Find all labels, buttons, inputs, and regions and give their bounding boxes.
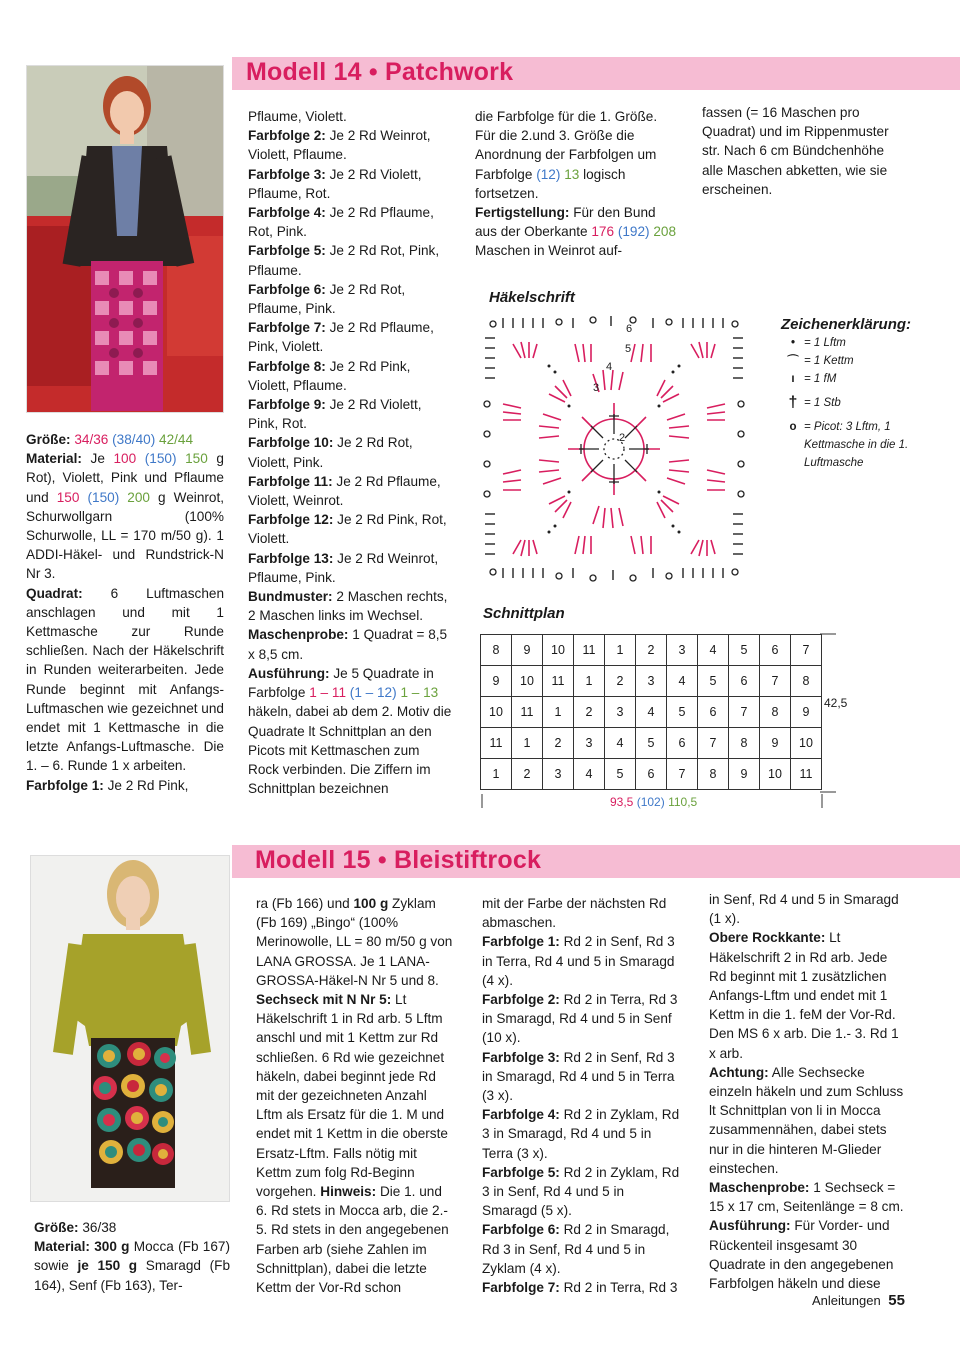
grid-cell: 2 bbox=[636, 635, 667, 666]
m15-groesse-value: 36/38 bbox=[82, 1220, 117, 1235]
farbfolge-2-label: Farbfolge 2: bbox=[248, 128, 326, 144]
schnittplan-dimension-lines bbox=[480, 628, 842, 810]
legend-text: = Picot: 3 Lftm, 1 Kettmasche in die 1. Luftmasche bbox=[804, 421, 909, 469]
fertigstellung-text: Für den Bund aus der Oberkante bbox=[475, 205, 656, 240]
col4-text: fassen (= 16 Maschen pro Quadrat) und im Rippenmuster str. Nach 6 cm Bündchenhöhe alle Maschen abketten, wie sie erscheinen. bbox=[702, 105, 889, 197]
grid-cell: 4 bbox=[636, 697, 667, 728]
grid-cell: 2 bbox=[512, 759, 543, 790]
grid-cell: 8 bbox=[698, 759, 729, 790]
material-n5: (150) bbox=[87, 489, 120, 505]
legend-item-fm bbox=[782, 370, 922, 388]
grid-cell: 10 bbox=[543, 635, 574, 666]
farbfolge-3-text: Je 2 Rd Violett, Pflaume, Rot. bbox=[248, 166, 422, 201]
m15-hinweis-label: Hinweis: bbox=[320, 1184, 377, 1200]
diagram-round-4: 4 bbox=[606, 361, 613, 373]
groesse-label: Größe: bbox=[26, 432, 71, 447]
haekelschrift-label: Häkelschrift bbox=[489, 289, 575, 306]
legend-title: Zeichenerklärung: bbox=[781, 316, 912, 333]
m15-farbfolge-6-text: Rd 2 in Smaragd, Rd 3 in Senf, Rd 4 und 5 in Zyklam (4 x). bbox=[482, 1222, 670, 1276]
grid-cell: 6 bbox=[698, 697, 729, 728]
page-footer bbox=[812, 1292, 905, 1309]
ausfuehrung-n2: (1 – 12) bbox=[349, 685, 397, 701]
model14-column-3 bbox=[475, 107, 677, 261]
farbfolge-9-label: Farbfolge 9: bbox=[248, 397, 326, 413]
width-c: 110,5 bbox=[668, 795, 698, 809]
farbfolge-1-label: Farbfolge 1: bbox=[26, 777, 104, 793]
m15-farbfolge-2-label: Farbfolge 2: bbox=[482, 992, 560, 1008]
m15-col2-text: Zyklam (Fb 169) „Bingo“ (100% Merinowolle, LL = 80 m/50 g von LANA GROSSA. Je 1 LANA-GROSSA-Häkel-N Nr 5 und 8. bbox=[256, 896, 453, 988]
model14-title: Modell 14 • Patchwork bbox=[246, 58, 514, 86]
grid-cell: 7 bbox=[760, 666, 791, 697]
grid-cell: 3 bbox=[667, 635, 698, 666]
fertigstellung-text: Maschen in Weinrot auf- bbox=[475, 243, 623, 259]
grid-cell: 6 bbox=[729, 666, 760, 697]
farbfolge-8-text: Je 2 Rd Pink, Violett, Pflaume. bbox=[248, 358, 411, 393]
m15-farbfolge-7-label: Farbfolge 7: bbox=[482, 1280, 560, 1296]
m15-achtung-text: Alle Sechsecke einzeln häkeln und zum Schluss lt Schnittplan von li in Mocca zusammennähen, dabei stets nur in die hinteren M-Glieder einstechen. bbox=[709, 1064, 904, 1176]
grid-cell: 6 bbox=[636, 759, 667, 790]
legend-text: = 1 Stb bbox=[804, 397, 841, 409]
material-text: g Weinrot, Schurwollgarn (100% Schurwolle, LL = 170 m/50 g). 1 ADDI-Häkel- und Rundstrick-N Nr 3. bbox=[26, 489, 225, 582]
crochet-diagram bbox=[483, 314, 745, 584]
grid-cell: 8 bbox=[729, 728, 760, 759]
legend-symbol-bar-icon: ı bbox=[791, 373, 795, 385]
farbfolge-10-text: Je 2 Rd Rot, Violett, Pink. bbox=[248, 435, 413, 470]
m15-col3-intro: mit der Farbe der nächsten Rd abmaschen. bbox=[482, 896, 667, 931]
maschenprobe-label: Maschenprobe: bbox=[248, 627, 349, 643]
ausfuehrung-text: Je 5 Quadrate in Farbfolge bbox=[248, 665, 434, 701]
grid-cell: 11 bbox=[481, 728, 512, 759]
grid-cell: 7 bbox=[698, 728, 729, 759]
grid-cell: 10 bbox=[512, 666, 543, 697]
material-n6: 200 bbox=[127, 489, 150, 505]
m15-ausfuehrung-text: Für Vorder- und Rückenteil insgesamt 30 Quadrate in den angegebenen Farbfolgen häkeln und diese bbox=[709, 1218, 894, 1292]
model14-column-2 bbox=[248, 107, 454, 798]
grid-cell: 6 bbox=[760, 635, 791, 666]
material-n4: 150 bbox=[56, 489, 80, 505]
farbfolge-8-label: Farbfolge 8: bbox=[248, 358, 326, 374]
farbfolge-6-text: Je 2 Rd Rot, Pflaume, Pink. bbox=[248, 281, 406, 317]
grid-cell: 1 bbox=[605, 635, 636, 666]
m15-farbfolge-3-label: Farbfolge 3: bbox=[482, 1049, 560, 1065]
model15-column-1 bbox=[34, 1218, 230, 1295]
width-b: (102) bbox=[636, 795, 665, 809]
grid-cell: 9 bbox=[791, 697, 822, 728]
farbfolge-7-text: Je 2 Rd Pflaume, Pink, Violett. bbox=[248, 320, 434, 355]
grid-cell: 2 bbox=[574, 697, 605, 728]
fertigstellung-n1: 176 bbox=[591, 224, 615, 240]
diagram-round-2: 2 bbox=[619, 432, 626, 444]
farbfolge-5-text: Je 2 Rd Rot, Pink, Pflaume. bbox=[248, 243, 440, 278]
m15-farbfolge-7-text: Rd 2 in Terra, Rd 3 bbox=[563, 1280, 678, 1296]
legend-item-picot bbox=[782, 418, 922, 472]
grid-cell: 2 bbox=[605, 666, 636, 697]
m15-material-label: Material: bbox=[34, 1239, 90, 1255]
material-label: Material: bbox=[26, 451, 82, 467]
footer-section: Anleitungen bbox=[812, 1293, 881, 1308]
schnittplan-height: 42,5 bbox=[824, 696, 848, 710]
m15-obere-label: Obere Rockkante: bbox=[709, 930, 826, 946]
farbfolge-5-label: Farbfolge 5: bbox=[248, 243, 326, 259]
m15-material-text: Smaragd (Fb 164), Senf (Fb 163), Ter- bbox=[34, 1258, 231, 1293]
material-n3: 150 bbox=[185, 451, 208, 467]
m15-farbfolge-4-text: Rd 2 in Zyklam, Rd 3 in Smaragd, Rd 4 und 5 in Terra (3 x). bbox=[482, 1107, 680, 1161]
model15-column-3 bbox=[482, 894, 682, 1297]
farbfolge-1-text: Je 2 Rd Pink, bbox=[107, 777, 189, 793]
grid-cell: 10 bbox=[791, 728, 822, 759]
model14-photo bbox=[26, 65, 224, 413]
grid-cell: 4 bbox=[605, 728, 636, 759]
grid-cell: 3 bbox=[636, 666, 667, 697]
model15-title: Modell 15 • Bleistiftrock bbox=[255, 846, 542, 874]
grid-cell: 8 bbox=[791, 666, 822, 697]
grid-cell: 7 bbox=[791, 635, 822, 666]
material-text: g Rot), Violett, Pink und Pflaume und bbox=[26, 451, 224, 505]
legend-text: = 1 Lftm bbox=[804, 337, 846, 349]
ausfuehrung-label: Ausführung: bbox=[248, 665, 330, 681]
farbfolge-7-label: Farbfolge 7: bbox=[248, 320, 326, 336]
m15-farbfolge-1-text: Rd 2 in Senf, Rd 3 in Terra, Rd 4 und 5 in Smaragd (4 x). bbox=[482, 934, 675, 988]
grid-cell: 11 bbox=[574, 635, 605, 666]
model15-photo-illustration bbox=[31, 856, 230, 1202]
ausfuehrung-text: häkeln, dabei ab dem 2. Motiv die Quadrate lt Schnittplan an den Picots mit Kettmaschen zum Rock verbinden. Die Ziffern im Schnittplan bezeichnen bbox=[248, 704, 452, 797]
bundmuster-label: Bundmuster: bbox=[248, 589, 333, 605]
ausfuehrung-n1: 1 – 11 bbox=[309, 685, 347, 701]
grid-cell: 10 bbox=[481, 697, 512, 728]
model14-column-1 bbox=[26, 430, 224, 795]
schnittplan-width bbox=[610, 795, 697, 809]
material-text: Je bbox=[90, 451, 105, 467]
grid-cell: 2 bbox=[543, 728, 574, 759]
grid-cell: 5 bbox=[698, 666, 729, 697]
fertigstellung-n2: (192) bbox=[617, 224, 650, 240]
grid-cell: 5 bbox=[636, 728, 667, 759]
farbfolge-3-label: Farbfolge 3: bbox=[248, 166, 326, 182]
m15-sechseck-text: Lt Häkelschrift 1 in Rd arb. 5 Lftm anschl und mit 1 Kettm zur Rd schließen. 6 Rd wie gezeichnet häkeln, dabei beginnt jede Rd mit der gezeichneten Anzahl Lftm als Ersatz für die 1. M und endet mit 1 Kettm in die oberste Ersatz-Lftm. Falls nötig mit Kettm zum folg Rd-Beginn vorgehen. bbox=[256, 992, 448, 1200]
ausfuehrung-n3: 1 – 13 bbox=[400, 685, 439, 701]
groesse-c: 42/44 bbox=[159, 432, 194, 447]
grid-cell: 9 bbox=[481, 666, 512, 697]
m15-col2-weight: 100 g bbox=[353, 896, 389, 911]
farbfolge-12-text: Je 2 Rd Pink, Rot, Violett. bbox=[248, 512, 447, 547]
grid-cell: 4 bbox=[698, 635, 729, 666]
farbfolge-10-label: Farbfolge 10: bbox=[248, 435, 334, 451]
grid-cell: 9 bbox=[729, 759, 760, 790]
m15-maschenprobe-text: 1 Sechseck = 15 x 17 cm, Seitenlänge = 8 cm. bbox=[709, 1180, 904, 1215]
m15-achtung-label: Achtung: bbox=[709, 1064, 769, 1080]
fertigstellung-label: Fertigstellung: bbox=[475, 205, 570, 221]
m15-material-weight-1: 300 g bbox=[94, 1239, 130, 1255]
farbfolge-6-label: Farbfolge 6: bbox=[248, 281, 326, 297]
legend bbox=[782, 334, 922, 472]
farbfolge-11-label: Farbfolge 11: bbox=[248, 473, 333, 489]
m15-material-weight-2: je 150 g bbox=[77, 1258, 138, 1274]
legend-text: = 1 Kettm bbox=[804, 355, 854, 367]
diagram-round-5: 5 bbox=[625, 343, 632, 355]
width-a: 93,5 bbox=[610, 795, 634, 809]
grid-cell: 4 bbox=[667, 666, 698, 697]
m15-farbfolge-6-label: Farbfolge 6: bbox=[482, 1222, 560, 1238]
grid-cell: 1 bbox=[574, 666, 605, 697]
m15-hinweis-text: Die 1. und 6. Rd stets in Mocca arb, die 2.- 5. Rd stets in den angegebenen Farben arb (siehe Zahlen im Schnittplan), dabei die letzte Kettm der Vor-Rd schon bbox=[256, 1184, 449, 1296]
m15-farbfolge-5-text: Rd 2 in Zyklam, Rd 3 in Senf, Rd 4 und 5 in Smaragd (5 x). bbox=[482, 1164, 680, 1219]
model14-photo-illustration bbox=[27, 66, 224, 413]
col3-n2: 13 bbox=[564, 166, 580, 182]
material-n1: 100 bbox=[113, 451, 137, 467]
grid-cell: 11 bbox=[543, 666, 574, 697]
legend-symbol-circle-icon: o bbox=[789, 421, 797, 433]
grid-cell: 1 bbox=[481, 759, 512, 790]
grid-cell: 7 bbox=[667, 759, 698, 790]
m15-sechseck-label: Sechseck mit N Nr 5: bbox=[256, 992, 392, 1008]
col2-intro: Pflaume, Violett. bbox=[248, 109, 347, 124]
grid-cell: 4 bbox=[574, 759, 605, 790]
fertigstellung-n3: 208 bbox=[653, 224, 677, 240]
grid-cell: 8 bbox=[481, 635, 512, 666]
m15-farbfolge-4-label: Farbfolge 4: bbox=[482, 1107, 560, 1123]
farbfolge-2-text: Je 2 Rd Weinrot, Violett, Pflaume. bbox=[248, 128, 431, 163]
m15-col2-text: ra (Fb 166) und bbox=[256, 896, 350, 911]
m15-ausfuehrung-label: Ausführung: bbox=[709, 1218, 791, 1234]
grid-cell: 11 bbox=[512, 697, 543, 728]
grid-cell: 5 bbox=[667, 697, 698, 728]
model15-column-2 bbox=[256, 894, 456, 1297]
m15-obere-text: Lt Häkelschrift 2 in Rd arb. Jede Rd beginnt mit 1 zusätzlichen Anfangs-Lftm und endet mit 1 Kettm in die 1. feM der Vor-Rd. Den MS 6 x arb. Die 1.- 3. Rd 1 x arb. bbox=[709, 930, 899, 1061]
grid-cell: 9 bbox=[512, 635, 543, 666]
grid-cell: 7 bbox=[729, 697, 760, 728]
diagram-round-3: 3 bbox=[593, 382, 600, 394]
m15-farbfolge-5-label: Farbfolge 5: bbox=[482, 1164, 560, 1180]
m15-farbfolge-3-text: Rd 2 in Senf, Rd 3 in Smaragd, Rd 4 und 5 in Terra (3 x). bbox=[482, 1049, 675, 1104]
quadrat-label: Quadrat: bbox=[26, 585, 83, 601]
model15-column-4 bbox=[709, 890, 907, 1293]
model14-column-4 bbox=[702, 103, 900, 199]
page-number: 55 bbox=[888, 1292, 905, 1309]
groesse-b: (38/40) bbox=[112, 432, 156, 447]
model15-photo bbox=[30, 855, 230, 1202]
col3-n1: (12) bbox=[536, 166, 561, 182]
farbfolge-4-text: Je 2 Rd Pflaume, Rot, Pink. bbox=[248, 205, 434, 240]
farbfolge-13-text: Je 2 Rd Weinrot, Pflaume, Pink. bbox=[248, 550, 439, 585]
legend-symbol-dagger-icon: † bbox=[788, 394, 798, 411]
farbfolge-9-text: Je 2 Rd Violett, Pink, Rot. bbox=[248, 397, 422, 432]
grid-cell: 11 bbox=[791, 759, 822, 790]
m15-material-text: Mocca (Fb 167) sowie bbox=[34, 1239, 230, 1274]
bundmuster-text: 2 Maschen rechts, 2 Maschen links im Wechsel. bbox=[248, 589, 448, 624]
material-n2: (150) bbox=[144, 451, 177, 467]
grid-cell: 10 bbox=[760, 759, 791, 790]
grid-cell: 3 bbox=[605, 697, 636, 728]
grid-cell: 1 bbox=[543, 697, 574, 728]
col3-text: die Farbfolge für die 1. Größe. Für die 2.und 3. Größe die Anordnung der Farbfolgen um Farbfolge bbox=[475, 109, 658, 182]
quadrat-text: 6 Luftmaschen anschlagen und mit 1 Kettmasche zur Runde schließen. Nach der Häkelschrift in Runden weiterarbeiten. Jede Runde beginnt mit Anfangs-Luftmaschen wie gezeichnet und endet mit 1 Kettmasche in die letzte Anfangs-Luftmasche. Die 1. – 6. Runde 1 x arbeiten. bbox=[26, 585, 225, 774]
legend-symbol-arc-icon: ⌒ bbox=[787, 355, 799, 367]
grid-cell: 5 bbox=[605, 759, 636, 790]
groesse-a: 34/36 bbox=[74, 432, 109, 447]
legend-item-lftm bbox=[782, 334, 922, 352]
maschenprobe-text: 1 Quadrat = 8,5 x 8,5 cm. bbox=[248, 627, 448, 662]
grid-cell: 3 bbox=[574, 728, 605, 759]
legend-item-stb bbox=[782, 394, 922, 412]
grid-cell: 6 bbox=[667, 728, 698, 759]
grid-cell: 8 bbox=[760, 697, 791, 728]
m15-maschenprobe-label: Maschenprobe: bbox=[709, 1180, 810, 1196]
col3-text: logisch fortsetzen. bbox=[475, 166, 626, 201]
farbfolge-11-text: Je 2 Rd Pflaume, Violett, Weinrot. bbox=[248, 473, 441, 509]
diagram-round-6: 6 bbox=[626, 323, 633, 335]
grid-cell: 9 bbox=[760, 728, 791, 759]
grid-cell: 1 bbox=[512, 728, 543, 759]
schnittplan-label: Schnittplan bbox=[483, 605, 565, 622]
m15-col4-intro: in Senf, Rd 4 und 5 in Smaragd (1 x). bbox=[709, 892, 899, 927]
farbfolge-13-label: Farbfolge 13: bbox=[248, 550, 334, 566]
legend-text: = 1 fM bbox=[804, 373, 837, 385]
grid-cell: 5 bbox=[729, 635, 760, 666]
m15-groesse-label: Größe: bbox=[34, 1220, 79, 1235]
grid-cell: 3 bbox=[543, 759, 574, 790]
m15-farbfolge-2-text: Rd 2 in Terra, Rd 3 in Smaragd, Rd 4 und 5 in Senf (10 x). bbox=[482, 992, 678, 1046]
legend-item-kettm bbox=[782, 352, 922, 370]
farbfolge-4-label: Farbfolge 4: bbox=[248, 205, 326, 221]
m15-farbfolge-1-label: Farbfolge 1: bbox=[482, 934, 560, 950]
legend-symbol-dot-icon: • bbox=[790, 337, 796, 349]
farbfolge-12-label: Farbfolge 12: bbox=[248, 512, 334, 528]
